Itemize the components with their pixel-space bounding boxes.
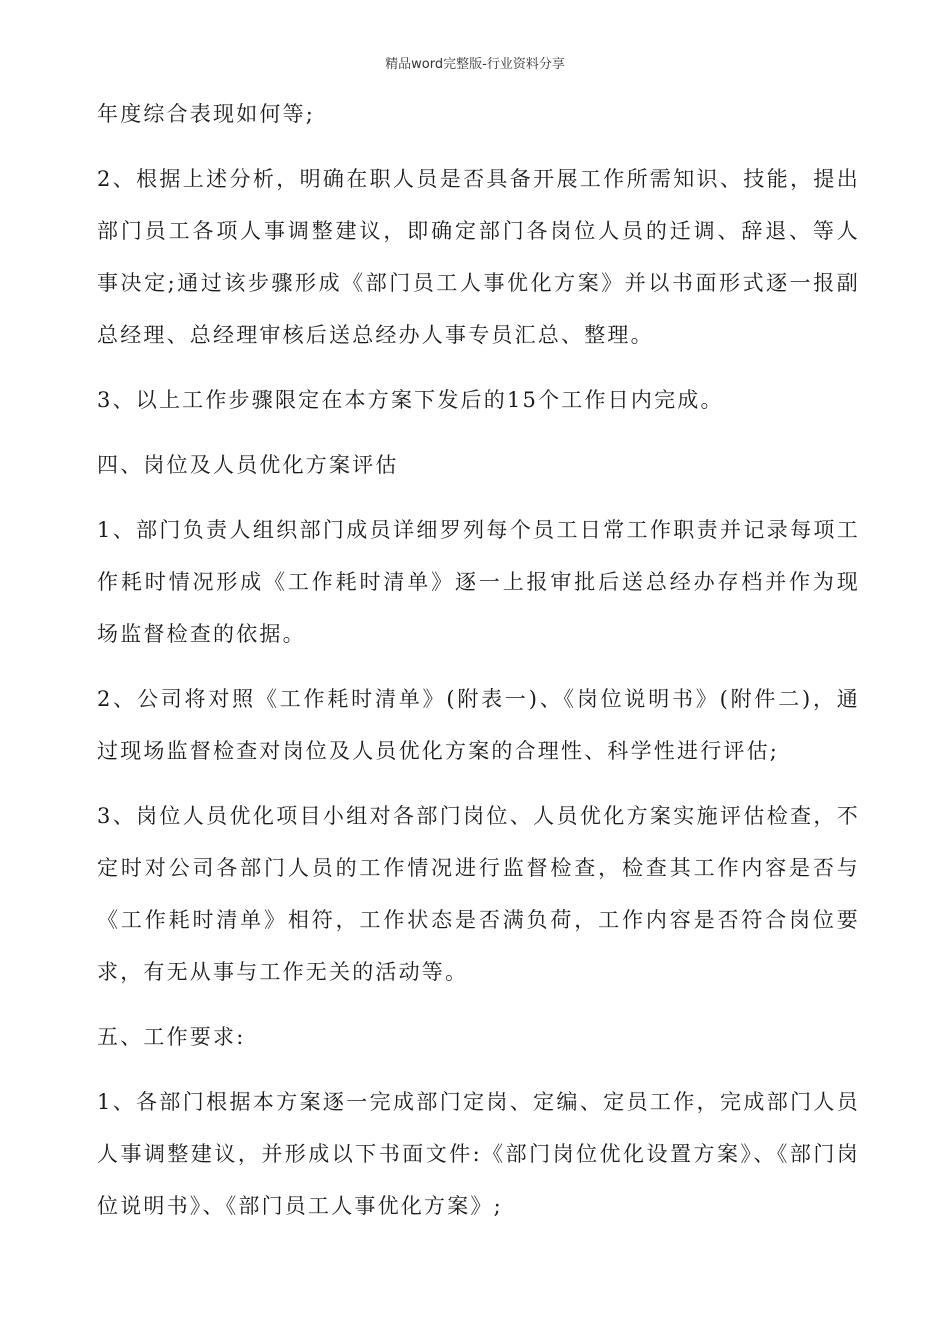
page-header: 精品word完整版-行业资料分享 — [385, 57, 565, 72]
paragraph-annual-performance: 年度综合表现如何等; — [97, 102, 316, 126]
section-heading-evaluation: 四、岗位及人员优化方案评估 — [97, 453, 399, 477]
paragraph-eval-1-time-list: 1、部门负责人组织部门成员详细罗列每个员工日常工作职责并记录每项工作耗时情况形成《工作耗时清单》逐一上报审批后送总经办存档并作为现场监督检查的依据。 — [97, 518, 860, 646]
paragraph-step-2-adjustment: 2、根据上述分析，明确在职人员是否具备开展工作所需知识、技能，提出部门员工各项人事调整建议，即确定部门各岗位人员的迁调、辞退、等人事决定;通过该步骤形成《部门员工人事优化方案》并以书面形式逐一报副总经理、总经理审核后送总经办人事专员汇总、整理。 — [97, 167, 860, 347]
paragraph-eval-3-inspection: 3、岗位人员优化项目小组对各部门岗位、人员优化方案实施评估检查，不定时对公司各部门人员的工作情况进行监督检查，检查其工作内容是否与《工作耗时清单》相符，工作状态是否满负荷，工作内容是否符合岗位要求，有无从事与工作无关的活动等。 — [97, 804, 860, 984]
paragraph-eval-2-assessment: 2、公司将对照《工作耗时清单》(附表一)、《岗位说明书》(附件二)，通过现场监督检查对岗位及人员优化方案的合理性、科学性进行评估; — [97, 687, 860, 763]
section-heading-requirements: 五、工作要求: — [97, 1025, 246, 1049]
paragraph-req-1-documents: 1、各部门根据本方案逐一完成部门定岗、定编、定员工作，完成部门人员人事调整建议，并形成以下书面文件:《部门岗位优化设置方案》、《部门岗位说明书》、《部门员工人事优化方案》; — [97, 1090, 860, 1218]
document-body — [97, 88, 860, 1232]
paragraph-step-3-deadline: 3、以上工作步骤限定在本方案下发后的15个工作日内完成。 — [97, 388, 724, 412]
